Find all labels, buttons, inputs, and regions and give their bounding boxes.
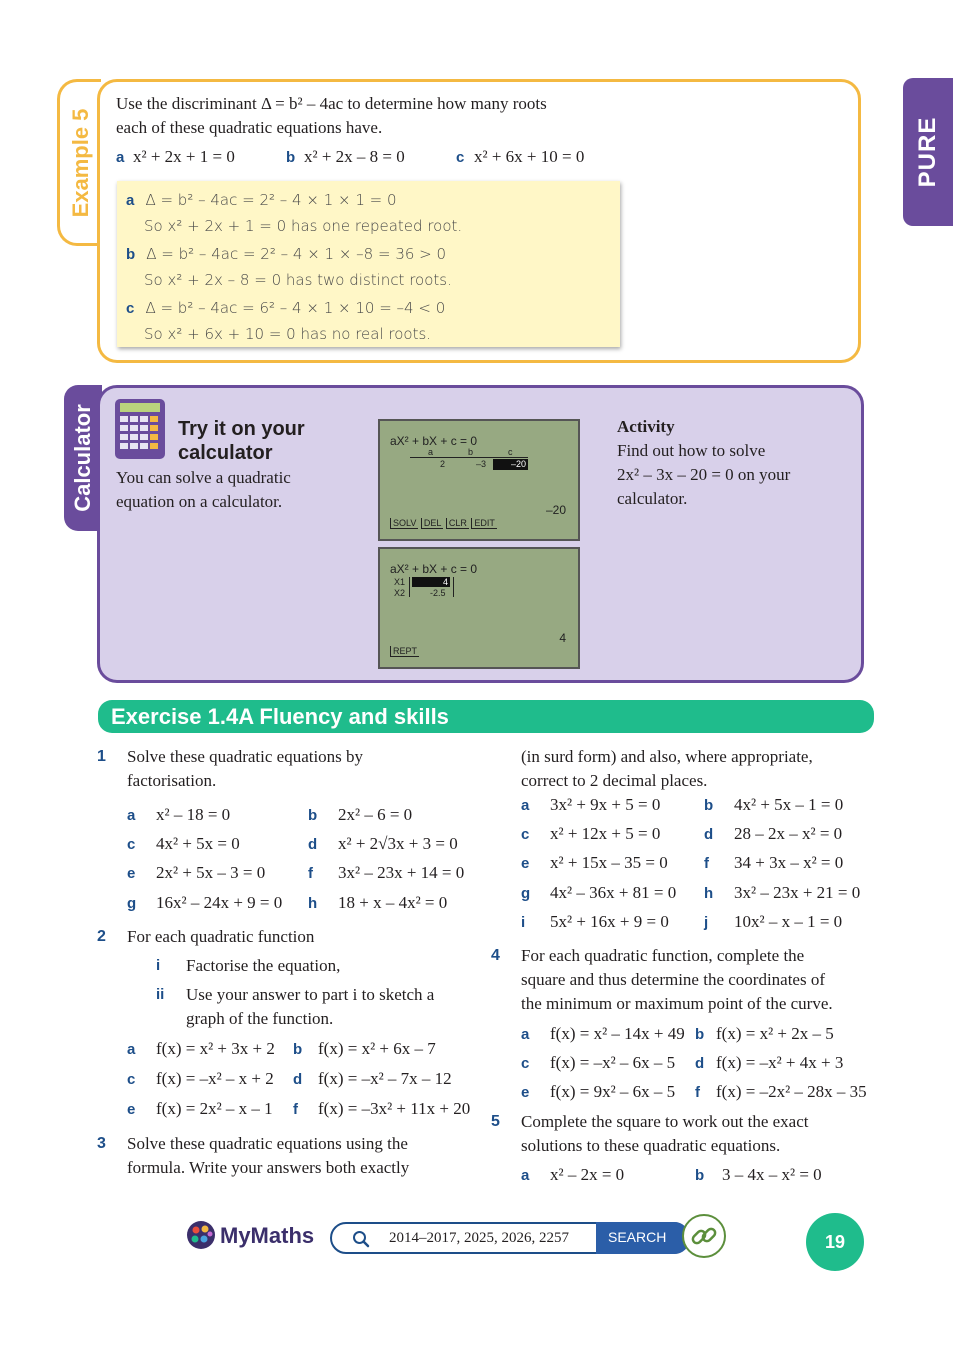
part-label: g [127,895,137,912]
solution-line: Δ = b² – 4ac = 2² – 4 × 1 × 1 = 0 [145,191,397,209]
question-5-parts [521,1165,881,1189]
search-icon [352,1230,370,1252]
part-label: a [521,1026,530,1043]
part-label: b [293,1041,303,1058]
question-2-parts [127,1039,487,1129]
equation: f(x) = 9x² – 6x – 5 [550,1082,676,1101]
equation: f(x) = –x² – x + 2 [156,1069,274,1088]
equation: 2x² – 6 = 0 [338,805,413,824]
question-1-text [127,745,363,793]
part-label: c [127,1071,136,1088]
part-label: e [521,855,530,872]
search-input[interactable]: 2014–2017, 2025, 2026, 2257 [389,1230,569,1246]
question-5-text [521,1110,809,1158]
subpart-ii-line2: graph of the function. [186,1009,334,1028]
question-3-line1: Solve these quadratic equations using the [127,1134,408,1153]
calculator-desc-line2: equation on a calculator. [116,492,283,511]
part-label: d [704,826,714,843]
equation: f(x) = –x² + 4x + 3 [716,1053,844,1072]
page-number: 19 [806,1213,864,1271]
x2-label: X2 [394,588,406,598]
solution-a [126,190,397,209]
part-label: j [704,914,709,931]
solution-b [126,244,446,263]
part-label: e [127,1101,136,1118]
question-5-line1: Complete the square to work out the exact [521,1112,809,1131]
search-button-label: SEARCH [608,1229,667,1245]
equation: f(x) = x² + 2x – 5 [716,1024,834,1043]
screen-softkeys [390,646,419,656]
part-label: f [695,1084,700,1101]
activity-line2: 2x² – 3x – 20 = 0 on your [617,465,791,484]
question-4-text [521,944,833,1016]
example-prompt-line2: each of these quadratic equations have. [116,118,383,137]
part-label: h [704,885,714,902]
question-1-parts [127,805,497,925]
subpart-label: i [156,957,161,974]
calculator-screen-output [378,547,580,669]
value-b: –3 [476,459,487,469]
question-3-continued [521,745,813,793]
value-c-highlighted: –20 [493,459,528,470]
example-prompt [116,92,547,140]
solution-c [126,298,445,317]
part-label: i [521,914,526,931]
equation: x² + 15x – 35 = 0 [550,853,668,872]
equation: f(x) = –x² – 6x – 5 [550,1053,676,1072]
column-header-a: a [428,447,434,457]
part-label: a [521,1167,530,1184]
question-4-line3: the minimum or maximum point of the curve. [521,994,833,1013]
subpart-ii-line1: Use your answer to part i to sketch a [186,985,435,1004]
question-3-line4: correct to 2 decimal places. [521,771,708,790]
part-label: c [521,1055,530,1072]
screen-softkeys [390,518,497,528]
example-equation: x² + 2x – 8 = 0 [304,147,405,166]
subpart-label: ii [156,986,165,1003]
calculator-desc-line1: You can solve a quadratic [116,468,291,487]
calculator-icon [114,398,166,464]
softkey-solv: SOLV [390,518,418,529]
part-label: d [308,836,318,853]
equation: x² + 12x + 5 = 0 [550,824,661,843]
solution-box [117,181,620,347]
solution-label: a [126,192,135,209]
pure-tab-label: PURE [914,116,941,188]
part-label: f [293,1101,298,1118]
pure-tab [903,78,953,226]
equation: f(x) = x² + 3x + 2 [156,1039,275,1058]
part-label: a [116,149,125,166]
equation: 4x² – 36x + 81 = 0 [550,883,677,902]
part-label: b [695,1026,705,1043]
softkey-clr: CLR [446,518,469,529]
question-1-line1: Solve these quadratic equations by [127,747,364,766]
softkey-rept: REPT [390,646,419,657]
part-label: f [308,865,313,882]
equation: x² – 18 = 0 [156,805,231,824]
subpart-ii-text [186,983,434,1031]
calculator-title [178,417,305,465]
exercise-title: Exercise 1.4A Fluency and skills [111,704,449,729]
question-4-line2: square and thus determine the coordinates of [521,970,826,989]
equation: f(x) = –x² – 7x – 12 [318,1069,452,1088]
equation: 3x² + 9x + 5 = 0 [550,795,661,814]
screen-equation: aX² + bX + c = 0 [390,434,478,448]
question-4-parts [521,1024,881,1114]
example-equation: x² + 2x + 1 = 0 [133,147,235,166]
screen-equation: aX² + bX + c = 0 [390,562,478,576]
equation: f(x) = x² + 6x – 7 [318,1039,436,1058]
equation: x² – 2x = 0 [550,1165,625,1184]
value-a: 2 [440,459,446,469]
equation: 16x² – 24x + 9 = 0 [156,893,283,912]
equation: 10x² – x – 1 = 0 [734,912,843,931]
mymaths-logo-text: MyMaths [220,1223,315,1248]
question-3-parts [521,795,881,935]
part-label: b [704,797,714,814]
part-label: d [695,1055,705,1072]
solution-label: b [126,246,136,263]
equation: 2x² + 5x – 3 = 0 [156,863,266,882]
solution-conclusion: So x² + 6x + 10 = 0 has no real roots. [144,325,432,343]
example-equation: x² + 6x + 10 = 0 [474,147,585,166]
question-number: 3 [97,1135,106,1152]
activity-line1: Find out how to solve [617,441,766,460]
question-5-line2: solutions to these quadratic equations. [521,1136,781,1155]
part-label: d [293,1071,303,1088]
question-number: 5 [491,1113,500,1130]
calculator-screen-input [378,419,580,541]
equation: 4x² + 5x – 1 = 0 [734,795,844,814]
question-3-text [127,1132,409,1180]
question-number: 4 [491,947,500,964]
part-label: f [704,855,709,872]
screen-result: 4 [559,631,566,645]
activity-line3: calculator. [617,489,688,508]
question-number: 2 [97,928,106,945]
part-label: g [521,885,531,902]
part-label: b [695,1167,705,1184]
solution-line: Δ = b² – 4ac = 6² – 4 × 1 × 10 = –4 < 0 [145,299,446,317]
screen-divider [410,457,528,458]
column-header-b: b [468,447,474,457]
equation: f(x) = –3x² + 11x + 20 [318,1099,471,1118]
part-label: a [127,807,136,824]
equation: f(x) = –2x² – 28x – 35 [716,1082,867,1101]
part-label: c [456,149,465,166]
solution-conclusion: So x² + 2x + 1 = 0 has one repeated root. [144,217,463,235]
column-header-c: c [508,447,513,457]
equation: 5x² + 16x + 9 = 0 [550,912,669,931]
equation: 4x² + 5x = 0 [156,834,240,853]
x1-label: X1 [394,577,406,587]
calculator-title-line1: Try it on your [178,418,305,440]
question-2-text: For each quadratic function [127,927,315,946]
question-1-line2: factorisation. [127,771,217,790]
equation: 28 – 2x – x² = 0 [734,824,843,843]
question-3-line3: (in surd form) and also, where appropriate, [521,747,813,766]
part-label: b [308,807,318,824]
part-label: e [127,865,136,882]
equation: 34 + 3x – x² = 0 [734,853,844,872]
solution-label: c [126,300,135,317]
mymaths-logo-mark [186,1220,216,1250]
equation: 3x² – 23x + 21 = 0 [734,883,861,902]
question-3-line2: formula. Write your answers both exactly [127,1158,410,1177]
equation: 3x² – 23x + 14 = 0 [338,863,465,882]
example-prompt-line1: Use the discriminant Δ = b² – 4ac to determine how many roots [116,94,547,113]
calculator-title-line2: calculator [178,442,273,464]
part-label: a [127,1041,136,1058]
equation: 18 + x – 4x² = 0 [338,893,448,912]
question-4-line1: For each quadratic function, complete the [521,946,805,965]
activity-title: Activity [617,417,675,436]
equation: f(x) = 2x² – x – 1 [156,1099,273,1118]
solution-line: Δ = b² – 4ac = 2² – 4 × 1 × –8 = 36 > 0 [146,245,447,263]
part-label: e [521,1084,530,1101]
part-label: a [521,797,530,814]
solution-conclusion: So x² + 2x – 8 = 0 has two distinct roots. [144,271,452,289]
subpart-i-text: Factorise the equation, [186,956,341,975]
example-tab [57,79,101,246]
x1-value-highlighted: 4 [412,577,450,587]
link-icon[interactable] [682,1214,726,1258]
search-button[interactable] [596,1222,690,1254]
calculator-tab-label: Calculator [70,404,95,512]
equation: x² + 2√3x + 3 = 0 [338,834,458,853]
mymaths-logo[interactable] [186,1220,315,1254]
equation: 3 – 4x – x² = 0 [722,1165,822,1184]
part-label: b [286,149,296,166]
screen-result: –20 [545,503,566,517]
exercise-header [98,700,874,733]
calculator-description [116,466,291,514]
question-number: 1 [97,748,106,765]
part-label: c [127,836,136,853]
example-tab-label: Example 5 [67,108,93,217]
softkey-del: DEL [421,518,444,529]
calculator-activity [617,415,790,511]
part-label: c [521,826,530,843]
equation: f(x) = x² – 14x + 49 [550,1024,685,1043]
part-label: h [308,895,318,912]
softkey-edit: EDIT [471,518,497,529]
x2-value: -2.5 [430,588,446,598]
